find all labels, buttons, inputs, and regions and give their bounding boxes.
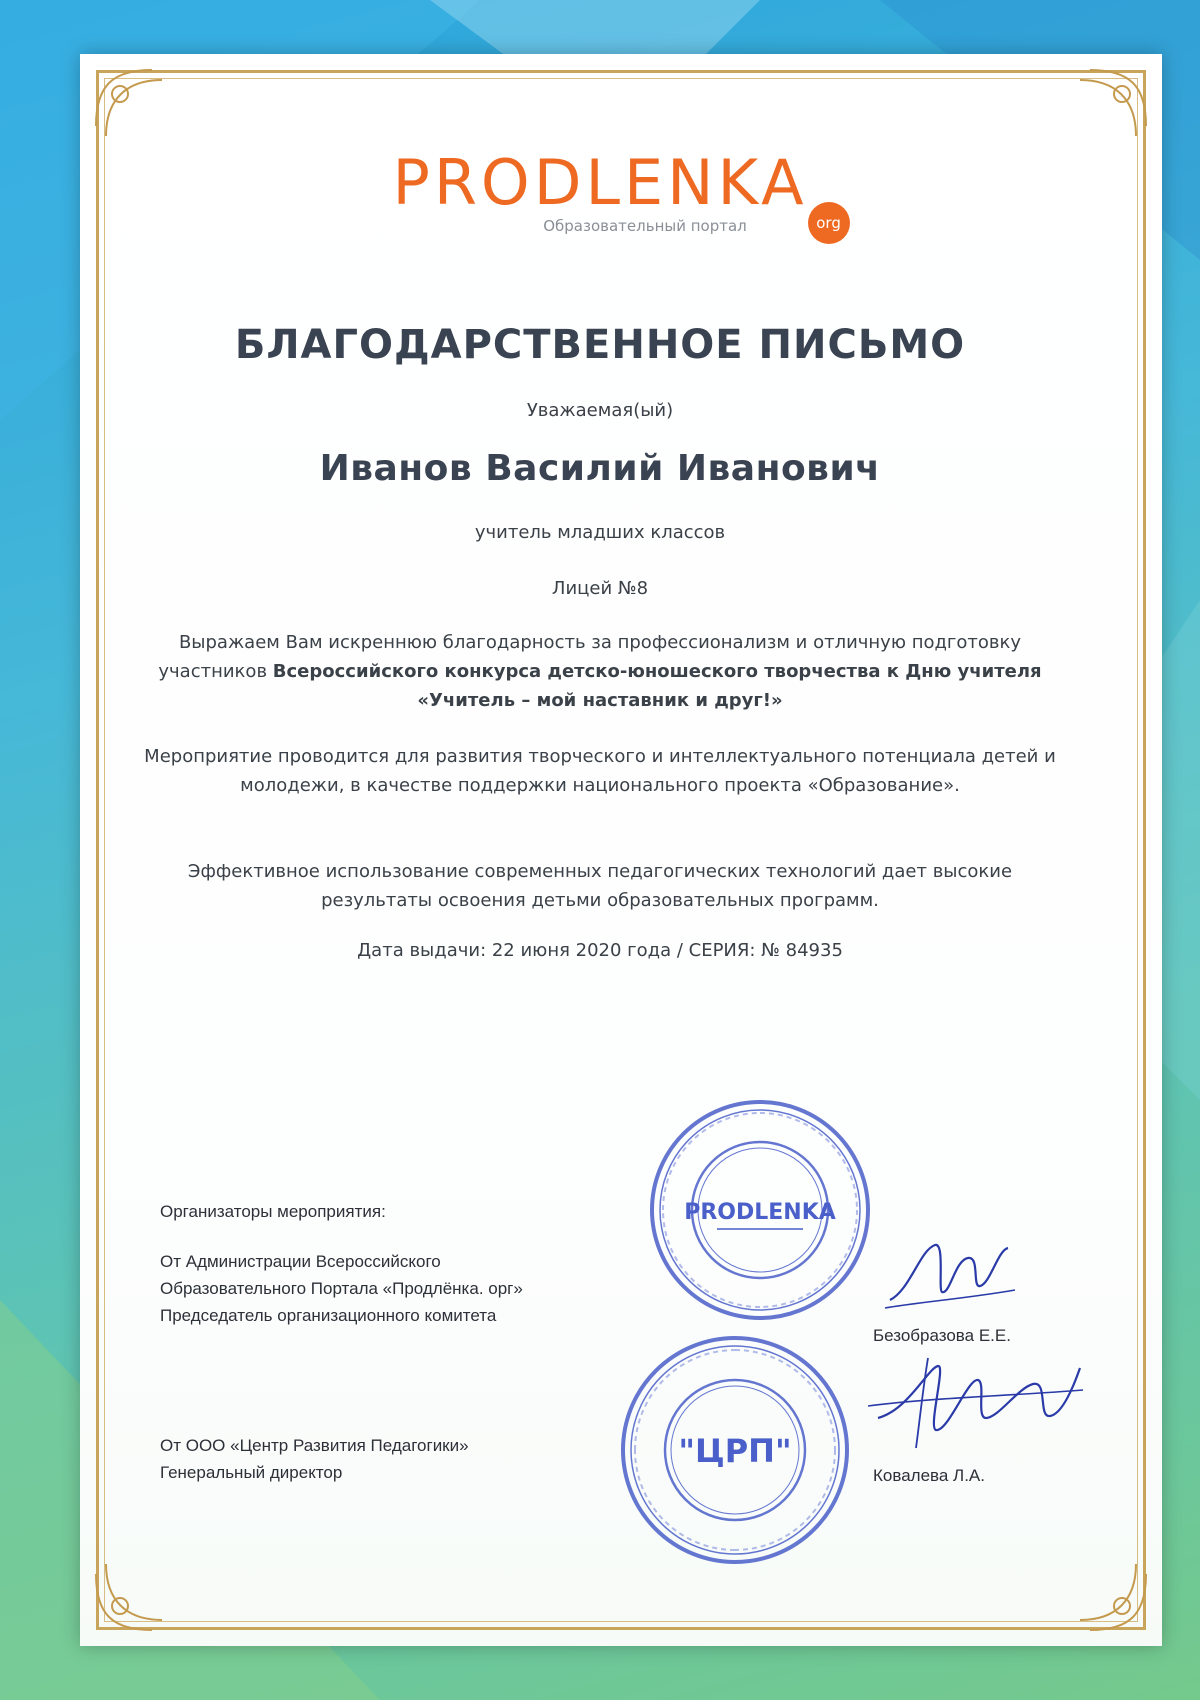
- organizer-1-line3: Председатель организационного комитета: [160, 1306, 497, 1325]
- technology-paragraph: Эффективное использование современных педагогических технологий дает высокие результаты освоения детьми образовательных программ.: [187, 861, 1013, 911]
- logo: [0, 146, 1200, 235]
- organizer-2-line1: От ООО «Центр Развития Педагогики»: [160, 1436, 469, 1455]
- signature-1: [880, 1230, 1020, 1320]
- organizer-1-line1: От Администрации Всероссийского: [160, 1252, 441, 1271]
- contest-name: Всероссийского конкурса детско-юношеского творчества к Дню учителя «Учитель – мой наставник и друг!»: [272, 661, 1042, 711]
- crp-stamp: [615, 1330, 855, 1570]
- logo-brand: PRODLENKA: [392, 146, 808, 219]
- recipient-name: Иванов Василий Иванович: [319, 448, 881, 489]
- organizer-1-line2: Образовательного Портала «Продлёнка. орг»: [160, 1279, 523, 1298]
- document-title: БЛАГОДАРСТВЕННОЕ ПИСЬМО: [234, 322, 966, 368]
- signer-2-name: Ковалева Л.А.: [873, 1466, 985, 1485]
- stamp-1-text: PRODLENKA: [684, 1200, 836, 1225]
- logo-org-badge: org: [808, 202, 850, 244]
- recipient-position: учитель младших классов: [474, 522, 726, 543]
- organizers-heading: Организаторы мероприятия:: [160, 1202, 386, 1221]
- organizer-1: [160, 1248, 523, 1329]
- prodlenka-stamp: [645, 1095, 875, 1325]
- signature-2: [868, 1348, 1088, 1458]
- organizer-2: [160, 1432, 469, 1486]
- greeting: Уважаемая(ый): [526, 400, 674, 421]
- gratitude-lead: Выражаем Вам искреннюю благодарность за профессионализм и отличную подготовку участников: [158, 632, 1022, 682]
- gratitude-paragraph: [140, 628, 1060, 715]
- stamp-2-text: "ЦРП": [678, 1432, 792, 1470]
- event-paragraph: Мероприятие проводится для развития творческого и интеллектуального потенциала детей и молодежи, в качестве поддержки национального проекта «Образование».: [144, 746, 1056, 796]
- signer-1-name: Безобразова Е.Е.: [873, 1326, 1011, 1345]
- logo-subtitle: Образовательный портал: [543, 217, 747, 235]
- issue-date: Дата выдачи: 22 июня 2020 года / СЕРИЯ: № 84935: [357, 940, 843, 961]
- recipient-school: Лицей №8: [551, 578, 649, 599]
- organizer-2-line2: Генеральный директор: [160, 1463, 343, 1482]
